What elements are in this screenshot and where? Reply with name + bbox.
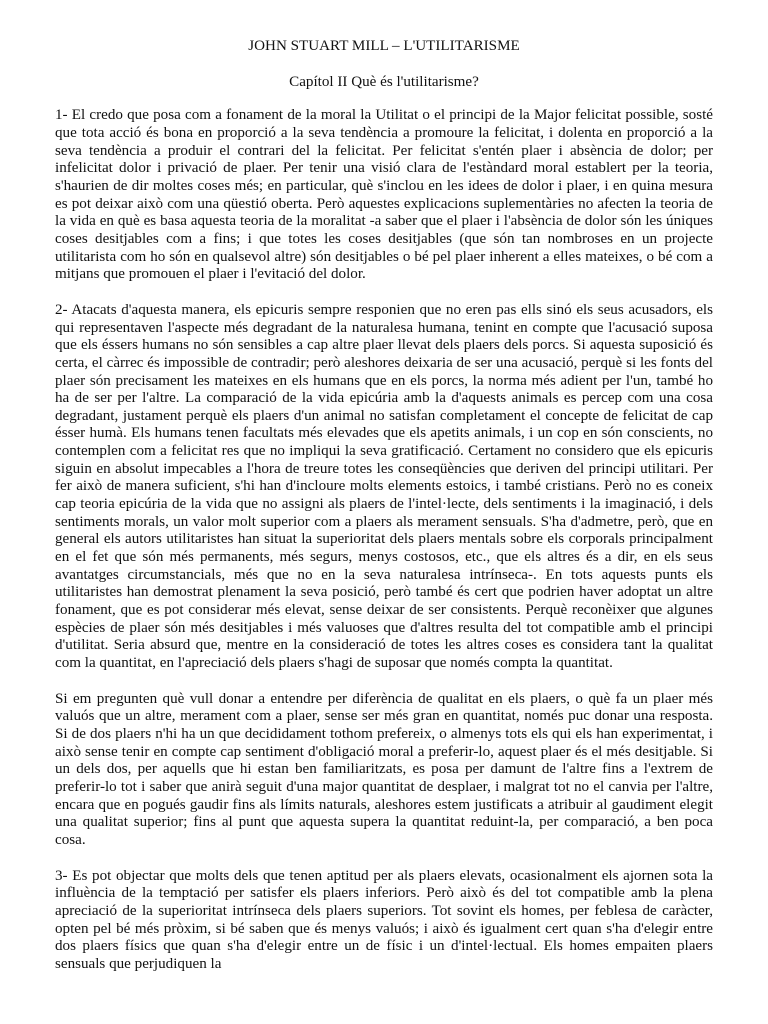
chapter-heading: Capítol II Què és l'utilitarisme? xyxy=(289,73,479,90)
document-page xyxy=(55,38,713,992)
paragraph-2: 2- Atacats d'aquesta manera, els epicuris sempre responien que no eren pas ells sinó els seus acusadors, els qui representaven l'aspecte més degradant de la naturalesa humana, tenint en compte que l'acusació suposa que els éssers humans no són sensibles a cap altre plaer llevat dels plaers dels porcs. Si aquesta suposició és certa, el càrrec és impossible de contradir; però aleshores deixaria de ser una acusació, perquè si les fonts del plaer són precisament les mateixes en els humans que en els porcs, la norma més adient per l'un, també ho ha de ser per l'altre. La comparació de la vida epicúria amb la d'aquests animals es percep com una cosa degradant, justament perquè els plaers d'un animal no satisfan completament el concepte de felicitat de cap ésser humà. Els humans tenen facultats més elevades que els apetits animals, i un cop en són conscients, no contemplen com a felicitat res que no impliqui la seva gratificació. Certament no considero que els epicuris siguin en absolut impecables a l'hora de treure totes les conseqüències que deriven del principi utilitari. Per fer això de manera suficient, s'hi han d'incloure molts elements estoics, i també cristians. Però no es coneix cap teoria epicúria de la vida que no assigni als plaers de l'intel·lecte, dels sentiments i la imaginació, i dels sentiments morals, un valor molt superior com a plaers als merament sensuals. S'ha d'admetre, però, que en general els autors utilitaristes han situat la superioritat dels plaers mentals sobre els corporals principalment en el fet que són més permanents, més segurs, menys costosos, etc., que els altres és a dir, en els seus avantatges circumstancials, més que no en la seva naturalesa intrínseca-. En tots aquests punts els utilitaristes han demostrat plenament la seva posició, però també és cert que podrien haver adoptat un altre fonament, que es pot considerar més elevat, sense deixar de ser consistents. Perquè reconèixer que algunes espècies de plaer són més desitjables i més valuoses que d'altres resulta del tot compatible amb el principi d'utilitat. Seria absurd que, mentre en la consideració de totes les altres coses es considera tant la qualitat com la quantitat, en l'apreciació dels plaers s'hagi de suposar que només compta la quantitat. xyxy=(55,301,713,671)
document-title: JOHN STUART MILL – L'UTILITARISME xyxy=(248,38,520,54)
paragraph-1: 1- El credo que posa com a fonament de la moral la Utilitat o el principi de la Major felicitat possible, sosté que tota acció és bona en proporció a la seva tendència a promoure la felicitat, i dolenta en proporció a la seva tendència a produir el contrari del la felicitat. Per felicitat s'entén plaer i absència de dolor; per infelicitat dolor i privació de plaer. Per tenir una visió clara de l'estàndard moral establert per la teoria, s'haurien de dir moltes coses més; en particular, què s'inclou en les idees de dolor i plaer, i en quina mesura es pot deixar això com una qüestió oberta. Però aquestes explicacions suplementàries no afecten la teoria de la vida en què es basa aquesta teoria de la moralitat -a saber que el plaer i l'absència de dolor són les úniques coses desitjables com a fins; i que totes les coses desitjables (que són tan nombroses en un projecte utilitarista com ho són en qualsevol altre) són desitjables o bé pel plaer inherent a elles mateixes, o bé com a mitjans que promouen el plaer i l'evitació del dolor. xyxy=(55,107,713,283)
paragraph-4: 3- Es pot objectar que molts dels que tenen aptitud per als plaers elevats, ocasionalment els ajornen sota la influència de la temptació per satisfer els plaers inferiors. Però això és del tot compatible amb la plena apreciació de la superioritat intrínseca dels plaers superiors. Tot sovint els homes, per feblesa de caràcter, opten pel bé més pròxim, si bé saben que és menys valuós; i això és igualment cert quan s'ha d'elegir entre dos plaers físics que quan s'ha d'elegir entre un de físic i un d'intel·lectual. Els homes empaiten plaers sensuals que perjudiquen la xyxy=(55,867,713,972)
paragraph-3: Si em pregunten què vull donar a entendre per diferència de qualitat en els plaers, o què fa un plaer més valuós que un altre, merament com a plaer, sense ser més gran en quantitat, només puc donar una resposta. Si de dos plaers n'hi ha un que decididament tothom prefereix, o almenys tots els qui els han experimentat, i això sense tenir en compte cap sentiment d'obligació moral a preferir-lo, aquest plaer és el més desitjable. Si un dels dos, per aquells que hi estan ben familiaritzats, es posa per damunt de l'altre fins a l'extrem de preferir-lo tot i saber que anirà seguit d'una major quantitat de desplaer, i malgrat tot no el canvia per l'altre, encara que en pogués gaudir fins als límits naturals, aleshores estem justificats a atribuir al gaudiment elegit una qualitat superior; fins al punt que aquesta supera la quantitat reduint-la, per comparació, a ben poca cosa. xyxy=(55,690,713,848)
